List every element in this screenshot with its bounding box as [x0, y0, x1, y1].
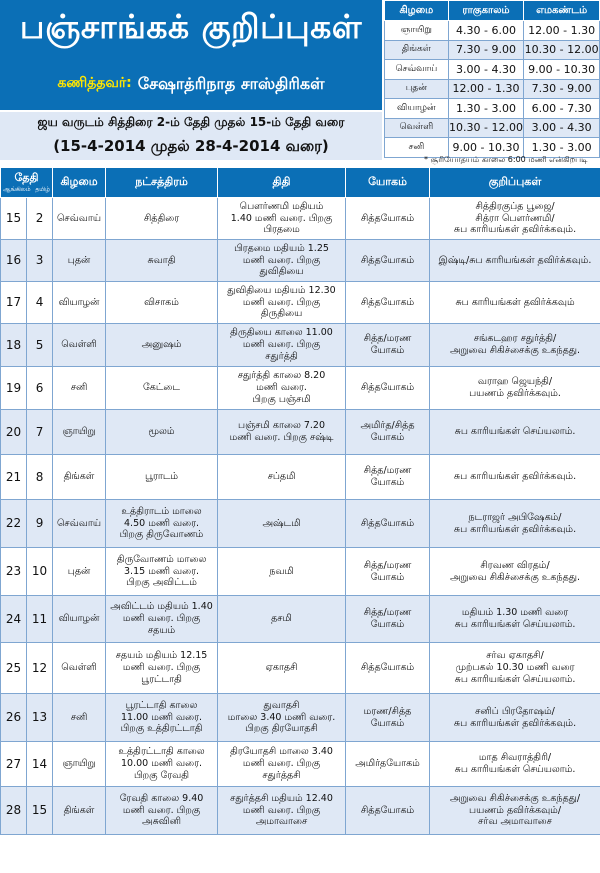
- rahu-time: 7.30 - 9.00: [448, 40, 524, 60]
- ema-time: 9.00 - 10.30: [524, 60, 600, 80]
- rahu-day: ஞாயிறு: [385, 21, 449, 41]
- ema-time: 10.30 - 12.00: [524, 40, 600, 60]
- day-cell: வியாழன்: [53, 596, 106, 643]
- rahu-header-ema: எமகண்டம்: [524, 1, 600, 21]
- notes-cell: வராஹ ஜெயந்தி/ பயணம் தவிர்க்கவும்.: [430, 367, 600, 410]
- date-tamil: 10: [27, 548, 53, 596]
- author-line: [0, 58, 382, 110]
- rahu-kalam-table: [384, 0, 600, 158]
- star-cell: ரேவதி காலை 9.40 மணி வரை. பிறகு அசுவினி: [106, 787, 218, 835]
- yogam-cell: சித்த/மரண யோகம்: [346, 324, 430, 367]
- year-line: ஜய வருடம் சித்திரை 2-ம் தேதி முதல் 15-ம் தேதி வரை: [0, 112, 382, 134]
- table-row: [1, 694, 600, 742]
- notes-cell: அறுவை சிகிச்சைக்கு உகந்தது/ பயணம் தவிர்க்கவும்/ சர்வ அமாவாசை: [430, 787, 600, 835]
- day-cell: செவ்வாய்: [53, 198, 106, 240]
- notes-cell: சனிப் பிரதோஷம்/ சுப காரியங்கள் தவிர்க்கவும்.: [430, 694, 600, 742]
- day-cell: புதன்: [53, 548, 106, 596]
- yogam-cell: அமிர்த/சித்த யோகம்: [346, 410, 430, 455]
- date-eng: 21: [1, 455, 27, 500]
- table-row: [1, 324, 600, 367]
- day-cell: ஞாயிறு: [53, 410, 106, 455]
- date-range: (15-4-2014 முதல் 28-4-2014 வரை): [0, 134, 382, 160]
- rahu-day: புதன்: [385, 79, 449, 99]
- yogam-cell: சித்தயோகம்: [346, 643, 430, 694]
- notes-cell: சிரவண விரதம்/ அறுவை சிகிச்சைக்கு உகந்தது.: [430, 548, 600, 596]
- star-cell: உத்திராடம் மாலை 4.50 மணி வரை. பிறகு திருவோணம்: [106, 500, 218, 548]
- day-cell: புதன்: [53, 240, 106, 282]
- header-tithi: திதி: [218, 168, 346, 198]
- date-tamil: 13: [27, 694, 53, 742]
- panchangam-table: [0, 167, 600, 835]
- star-cell: அனுஷம்: [106, 324, 218, 367]
- tithi-cell: சதுர்த்தசி மதியம் 12.40 மணி வரை. பிறகு அமாவாசை: [218, 787, 346, 835]
- tithi-cell: சதுர்த்தி காலை 8.20 மணி வரை. பிறகு பஞ்சமி: [218, 367, 346, 410]
- yogam-cell: சித்தயோகம்: [346, 240, 430, 282]
- notes-cell: மதியம் 1.30 மணி வரை சுப காரியங்கள் செய்யலாம்.: [430, 596, 600, 643]
- table-row: [1, 198, 600, 240]
- star-cell: அவிட்டம் மதியம் 1.40 மணி வரை. பிறகு சதயம்: [106, 596, 218, 643]
- notes-cell: சர்வ ஏகாதசி/ முற்பகல் 10.30 மணி வரை சுப காரியங்கள் செய்யலாம்.: [430, 643, 600, 694]
- author-name: சேஷாத்ரிநாத சாஸ்திரிகள்: [137, 73, 325, 93]
- header-date-tamil: தமிழ்: [35, 186, 51, 193]
- tithi-cell: தசமி: [218, 596, 346, 643]
- rahu-time: 1.30 - 3.00: [448, 99, 524, 119]
- yogam-cell: சித்த/மரண யோகம்: [346, 455, 430, 500]
- sunrise-note: * சூரியோதயம் காலை 6:00 மணி என்கிறபடி: [424, 155, 588, 164]
- date-tamil: 14: [27, 742, 53, 787]
- day-cell: திங்கள்: [53, 455, 106, 500]
- day-cell: வெள்ளி: [53, 324, 106, 367]
- table-row: [1, 787, 600, 835]
- date-eng: 19: [1, 367, 27, 410]
- yogam-cell: சித்த/மரண யோகம்: [346, 596, 430, 643]
- rahu-header-row: [385, 1, 600, 21]
- ema-time: 12.00 - 1.30: [524, 21, 600, 41]
- rahu-time: 12.00 - 1.30: [448, 79, 524, 99]
- rahu-time: 10.30 - 12.00: [448, 118, 524, 138]
- tithi-cell: துவிதியை மதியம் 12.30 மணி வரை. பிறகு திருதியை: [218, 282, 346, 324]
- day-cell: வியாழன்: [53, 282, 106, 324]
- table-row: [1, 548, 600, 596]
- date-eng: 16: [1, 240, 27, 282]
- yogam-cell: சித்த/மரண யோகம்: [346, 548, 430, 596]
- author-label: கணித்தவர்:: [57, 75, 132, 91]
- rahu-day: வியாழன்: [385, 99, 449, 119]
- tithi-cell: பௌர்ணமி மதியம் 1.40 மணி வரை. பிறகு பிரதமை: [218, 198, 346, 240]
- date-tamil: 7: [27, 410, 53, 455]
- date-eng: 27: [1, 742, 27, 787]
- star-cell: பூராடம்: [106, 455, 218, 500]
- ema-time: 7.30 - 9.00: [524, 79, 600, 99]
- date-eng: 26: [1, 694, 27, 742]
- date-eng: 23: [1, 548, 27, 596]
- yogam-cell: சித்தயோகம்: [346, 787, 430, 835]
- date-eng: 18: [1, 324, 27, 367]
- header-banner: [0, 0, 382, 160]
- ema-time: 1.30 - 3.00: [524, 138, 600, 158]
- table-row: [1, 410, 600, 455]
- yogam-cell: மரண/சித்த யோகம்: [346, 694, 430, 742]
- star-cell: சுவாதி: [106, 240, 218, 282]
- star-cell: திருவோணம் மாலை 3.15 மணி வரை. பிறகு அவிட்டம்: [106, 548, 218, 596]
- header-star: நட்சத்திரம்: [106, 168, 218, 198]
- notes-cell: சுப காரியங்கள் தவிர்க்கவும்.: [430, 455, 600, 500]
- star-cell: மூலம்: [106, 410, 218, 455]
- page-title: பஞ்சாங்கக் குறிப்புகள்: [0, 0, 382, 58]
- notes-cell: சங்கடஹர சதுர்த்தி/ அறுவை சிகிச்சைக்கு உகந்தது.: [430, 324, 600, 367]
- date-eng: 20: [1, 410, 27, 455]
- tithi-cell: நவமி: [218, 548, 346, 596]
- header-day: கிழமை: [53, 168, 106, 198]
- rahu-time: 9.00 - 10.30: [448, 138, 524, 158]
- notes-cell: சுப காரியங்கள் தவிர்க்கவும்: [430, 282, 600, 324]
- rahu-day: சனி: [385, 138, 449, 158]
- table-row: [1, 455, 600, 500]
- rahu-header-rahu: ராகுகாலம்: [448, 1, 524, 21]
- tithi-cell: பிரதமை மதியம் 1.25 மணி வரை. பிறகு துவிதியை: [218, 240, 346, 282]
- date-eng: 25: [1, 643, 27, 694]
- yogam-cell: சித்தயோகம்: [346, 198, 430, 240]
- table-row: [1, 742, 600, 787]
- star-cell: பூரட்டாதி காலை 11.00 மணி வரை. பிறகு உத்திரட்டாதி: [106, 694, 218, 742]
- header-date-label: தேதி: [14, 171, 39, 184]
- star-cell: சதயம் மதியம் 12.15 மணி வரை. பிறகு பூரட்டாதி: [106, 643, 218, 694]
- date-eng: 28: [1, 787, 27, 835]
- date-eng: 22: [1, 500, 27, 548]
- date-eng: 17: [1, 282, 27, 324]
- table-row: [1, 282, 600, 324]
- date-eng: 15: [1, 198, 27, 240]
- tithi-cell: துவாதசி மாலை 3.40 மணி வரை. பிறகு திரயோதசி: [218, 694, 346, 742]
- date-tamil: 6: [27, 367, 53, 410]
- table-row: [1, 596, 600, 643]
- table-row: [1, 500, 600, 548]
- rahu-time: 3.00 - 4.30: [448, 60, 524, 80]
- star-cell: சித்திரை: [106, 198, 218, 240]
- day-cell: செவ்வாய்: [53, 500, 106, 548]
- date-tamil: 3: [27, 240, 53, 282]
- day-cell: சனி: [53, 694, 106, 742]
- header-date: [1, 168, 53, 198]
- ema-time: 3.00 - 4.30: [524, 118, 600, 138]
- date-tamil: 9: [27, 500, 53, 548]
- rahu-time: 4.30 - 6.00: [448, 21, 524, 41]
- tithi-cell: பஞ்சமி காலை 7.20 மணி வரை. பிறகு சஷ்டி: [218, 410, 346, 455]
- date-tamil: 12: [27, 643, 53, 694]
- date-eng: 24: [1, 596, 27, 643]
- tithi-cell: அஷ்டமி: [218, 500, 346, 548]
- star-cell: விசாகம்: [106, 282, 218, 324]
- rahu-header-day: கிழமை: [385, 1, 449, 21]
- yogam-cell: சித்தயோகம்: [346, 367, 430, 410]
- notes-cell: இஷ்டி/சுப காரியங்கள் தவிர்க்கவும்.: [430, 240, 600, 282]
- rahu-row: [385, 99, 600, 119]
- day-cell: ஞாயிறு: [53, 742, 106, 787]
- tithi-cell: ஏகாதசி: [218, 643, 346, 694]
- star-cell: உத்திரட்டாதி காலை 10.00 மணி வரை. பிறகு ரேவதி: [106, 742, 218, 787]
- notes-cell: நடராஜர் அபிஷேகம்/ சுப காரியங்கள் தவிர்க்கவும்.: [430, 500, 600, 548]
- yogam-cell: அமிர்தயோகம்: [346, 742, 430, 787]
- notes-cell: சுப காரியங்கள் செய்யலாம்.: [430, 410, 600, 455]
- rahu-row: [385, 118, 600, 138]
- rahu-row: [385, 40, 600, 60]
- notes-cell: மாத சிவராத்திரி/ சுப காரியங்கள் செய்யலாம்.: [430, 742, 600, 787]
- tithi-cell: திருதியை காலை 11.00 மணி வரை. பிறகு சதுர்த்தி: [218, 324, 346, 367]
- day-cell: வெள்ளி: [53, 643, 106, 694]
- notes-cell: சித்திரகுப்த பூஜை/ சித்ரா பௌர்ணமி/ சுப காரியங்கள் தவிர்க்கவும்.: [430, 198, 600, 240]
- day-cell: திங்கள்: [53, 787, 106, 835]
- rahu-day: வெள்ளி: [385, 118, 449, 138]
- table-row: [1, 643, 600, 694]
- rahu-day: செவ்வாய்: [385, 60, 449, 80]
- date-tamil: 5: [27, 324, 53, 367]
- date-tamil: 8: [27, 455, 53, 500]
- rahu-row: [385, 21, 600, 41]
- header-yogam: யோகம்: [346, 168, 430, 198]
- date-tamil: 2: [27, 198, 53, 240]
- rahu-row: [385, 60, 600, 80]
- header-notes: குறிப்புகள்: [430, 168, 600, 198]
- table-row: [1, 367, 600, 410]
- day-cell: சனி: [53, 367, 106, 410]
- tithi-cell: திரயோதசி மாலை 3.40 மணி வரை. பிறகு சதுர்த்தசி: [218, 742, 346, 787]
- date-tamil: 11: [27, 596, 53, 643]
- star-cell: கேட்டை: [106, 367, 218, 410]
- table-row: [1, 240, 600, 282]
- ema-time: 6.00 - 7.30: [524, 99, 600, 119]
- header-date-eng: ஆங்கிலம்: [3, 186, 31, 193]
- main-header-row: [1, 168, 600, 198]
- yogam-cell: சித்தயோகம்: [346, 500, 430, 548]
- tithi-cell: சப்தமி: [218, 455, 346, 500]
- rahu-row: [385, 79, 600, 99]
- date-tamil: 4: [27, 282, 53, 324]
- rahu-day: திங்கள்: [385, 40, 449, 60]
- date-tamil: 15: [27, 787, 53, 835]
- yogam-cell: சித்தயோகம்: [346, 282, 430, 324]
